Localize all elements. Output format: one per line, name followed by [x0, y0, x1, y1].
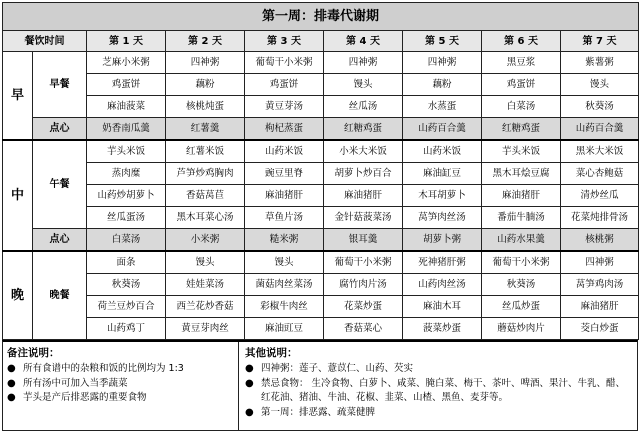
menu-cell: 馒头 — [561, 74, 639, 96]
remark-item — [7, 377, 234, 392]
menu-cell: 木耳胡萝卜 — [403, 185, 482, 207]
menu-cell: 红薯羹 — [166, 118, 245, 141]
menu-cell: 四神粥 — [561, 251, 639, 274]
menu-row — [3, 274, 639, 296]
menu-cell: 小米大米饭 — [324, 140, 403, 163]
menu-cell: 腐竹肉片汤 — [324, 274, 403, 296]
other-notes-title: 其他说明： — [245, 347, 298, 359]
menu-cell: 白菜汤 — [482, 96, 561, 118]
menu-row — [3, 296, 639, 318]
bullet-icon: ● — [245, 377, 254, 389]
remarks-panel — [3, 342, 239, 430]
menu-cell: 糙米粥 — [245, 229, 324, 252]
menu-cell: 小米粥 — [166, 229, 245, 252]
remark-text: 所有食谱中的杂粮和饭的比例均为 1:3 — [23, 363, 184, 374]
menu-cell: 黑木耳菜心汤 — [166, 207, 245, 229]
meal-time-header: 餐饮时间 — [3, 31, 87, 52]
menu-row — [3, 140, 639, 163]
notes-section — [2, 340, 638, 431]
menu-cell: 秋葵汤 — [482, 274, 561, 296]
period-label-morning: 早 — [3, 52, 33, 141]
menu-cell: 麻油猪肝 — [561, 296, 639, 318]
day-header-3: 第 3 天 — [245, 31, 324, 52]
menu-cell: 葡萄干小米粥 — [324, 251, 403, 274]
menu-cell: 山药肉丝汤 — [403, 274, 482, 296]
menu-cell: 山药米饭 — [403, 140, 482, 163]
menu-cell: 娃娃菜汤 — [166, 274, 245, 296]
menu-row — [3, 185, 639, 207]
menu-cell: 蒸肉糜 — [87, 163, 166, 185]
day-header-7: 第 7 天 — [561, 31, 639, 52]
remark-item — [7, 391, 234, 406]
menu-cell: 番茄牛腩汤 — [482, 207, 561, 229]
menu-cell: 花菜炒蛋 — [324, 296, 403, 318]
menu-cell: 芋头米饭 — [87, 140, 166, 163]
menu-cell: 馒头 — [245, 251, 324, 274]
menu-cell: 芋头米饭 — [482, 140, 561, 163]
menu-cell: 山药水果羹 — [482, 229, 561, 252]
menu-row — [3, 318, 639, 340]
menu-cell: 藕粉 — [166, 74, 245, 96]
period-label-evening: 晚 — [3, 251, 33, 340]
menu-cell: 藕粉 — [403, 74, 482, 96]
menu-cell: 鸡蛋饼 — [245, 74, 324, 96]
menu-cell: 奶香南瓜羹 — [87, 118, 166, 141]
menu-cell: 胡萝卜炒百合 — [324, 163, 403, 185]
menu-cell: 芝麻小米粥 — [87, 52, 166, 74]
menu-row — [3, 207, 639, 229]
menu-cell: 山药炒胡萝卜 — [87, 185, 166, 207]
remarks-title: 备注说明： — [7, 347, 60, 359]
menu-cell: 红薯米饭 — [166, 140, 245, 163]
menu-row — [3, 229, 639, 252]
menu-cell: 香菇菜心 — [324, 318, 403, 340]
menu-cell: 丝瓜炒蛋 — [482, 296, 561, 318]
menu-cell: 面条 — [87, 251, 166, 274]
menu-cell: 菜心杏鲍菇 — [561, 163, 639, 185]
meal-plan-document — [2, 2, 638, 431]
meal-label-breakfast: 早餐 — [33, 52, 87, 118]
menu-cell: 莴笋鸡肉汤 — [561, 274, 639, 296]
menu-cell: 紫薯粥 — [561, 52, 639, 74]
menu-cell: 水蒸蛋 — [403, 96, 482, 118]
menu-cell: 清炒丝瓜 — [561, 185, 639, 207]
menu-cell: 秋葵汤 — [561, 96, 639, 118]
menu-cell: 荷兰豆炒百合 — [87, 296, 166, 318]
menu-cell: 山药百合羹 — [561, 118, 639, 141]
remark-text: 所有汤中可加入当季蔬菜 — [23, 377, 128, 389]
other-note-text: 禁忌食物： 生冷食物、白萝卜、咸菜、腌白菜、梅干、茶叶、啤酒、果汁、牛乳、醋、红花油、猪油、牛油、花椒、韭菜、山楂、黑鱼、麦芽等。 — [261, 377, 626, 403]
day-header-1: 第 1 天 — [87, 31, 166, 52]
menu-row — [3, 251, 639, 274]
other-note-item — [245, 406, 631, 421]
meal-label-snack: 点心 — [33, 118, 87, 141]
menu-cell: 西兰花炒香菇 — [166, 296, 245, 318]
menu-cell: 胡萝卜粥 — [403, 229, 482, 252]
menu-cell: 彩椒牛肉丝 — [245, 296, 324, 318]
menu-cell: 四神粥 — [166, 52, 245, 74]
meal-label-lunch: 午餐 — [33, 140, 87, 229]
period-label-noon: 中 — [3, 140, 33, 251]
bullet-icon: ● — [245, 406, 254, 418]
bullet-icon: ● — [7, 377, 16, 389]
day-header-6: 第 6 天 — [482, 31, 561, 52]
other-note-item — [245, 377, 631, 406]
bullet-icon: ● — [7, 392, 16, 403]
menu-cell: 蘑菇炒肉片 — [482, 318, 561, 340]
bullet-icon: ● — [245, 363, 254, 374]
page-title: 第一周：排毒代谢期 — [3, 3, 639, 31]
menu-cell: 鸡蛋饼 — [482, 74, 561, 96]
day-header-2: 第 2 天 — [166, 31, 245, 52]
menu-cell: 香菇莴苣 — [166, 185, 245, 207]
menu-row — [3, 118, 639, 141]
menu-cell: 四神粥 — [403, 52, 482, 74]
menu-cell: 花菜炖排骨汤 — [561, 207, 639, 229]
menu-cell: 麻油猪肝 — [324, 185, 403, 207]
menu-cell: 葡萄干小米粥 — [482, 251, 561, 274]
other-note-item — [245, 362, 631, 377]
menu-cell: 核桃粥 — [561, 229, 639, 252]
menu-cell: 草鱼片汤 — [245, 207, 324, 229]
meal-label-snack: 点心 — [33, 229, 87, 252]
menu-cell: 菌菇肉丝菜汤 — [245, 274, 324, 296]
menu-cell: 莴笋肉丝汤 — [403, 207, 482, 229]
menu-cell: 麻油豇豆 — [245, 318, 324, 340]
menu-cell: 茭白炒蛋 — [561, 318, 639, 340]
menu-cell: 红糖鸡蛋 — [324, 118, 403, 141]
menu-row — [3, 52, 639, 74]
day-header-4: 第 4 天 — [324, 31, 403, 52]
other-note-text: 第一周：排恶露、疏菜健脾 — [261, 406, 376, 418]
menu-cell: 白菜汤 — [87, 229, 166, 252]
day-header-5: 第 5 天 — [403, 31, 482, 52]
menu-cell: 麻油猪肝 — [482, 185, 561, 207]
menu-cell: 馒头 — [324, 74, 403, 96]
menu-cell: 黄豆芽汤 — [245, 96, 324, 118]
menu-cell: 四神粥 — [324, 52, 403, 74]
menu-cell: 秋葵汤 — [87, 274, 166, 296]
menu-cell: 金针菇菠菜汤 — [324, 207, 403, 229]
menu-cell: 枸杞蒸蛋 — [245, 118, 324, 141]
menu-cell: 黑米大米饭 — [561, 140, 639, 163]
menu-cell: 麻油木耳 — [403, 296, 482, 318]
menu-cell: 山药百合羹 — [403, 118, 482, 141]
menu-cell: 丝瓜汤 — [324, 96, 403, 118]
remark-text: 芋头是产后排恶露的重要食物 — [23, 392, 147, 403]
menu-row — [3, 163, 639, 185]
menu-cell: 红糖鸡蛋 — [482, 118, 561, 141]
menu-cell: 黑豆浆 — [482, 52, 561, 74]
menu-cell: 核桃炖蛋 — [166, 96, 245, 118]
bullet-icon: ● — [7, 363, 16, 374]
menu-cell: 山药鸡丁 — [87, 318, 166, 340]
menu-cell: 丝瓜蛋汤 — [87, 207, 166, 229]
meal-plan-table — [2, 2, 639, 340]
menu-cell: 黄豆芽肉丝 — [166, 318, 245, 340]
menu-cell: 芦笋炒鸡胸肉 — [166, 163, 245, 185]
menu-cell: 麻油菠菜 — [87, 96, 166, 118]
other-note-text: 四神粥：莲子、薏苡仁、山药、芡实 — [261, 363, 414, 374]
menu-cell: 馒头 — [166, 251, 245, 274]
menu-cell: 葡萄干小米粥 — [245, 52, 324, 74]
menu-cell: 鸡蛋饼 — [87, 74, 166, 96]
menu-cell: 山药米饭 — [245, 140, 324, 163]
other-notes-panel — [239, 342, 637, 430]
menu-row — [3, 74, 639, 96]
menu-cell: 菠菜炒蛋 — [403, 318, 482, 340]
remark-item — [7, 362, 234, 377]
menu-cell: 黑木耳烩豆腐 — [482, 163, 561, 185]
menu-cell: 麻油猪肝 — [245, 185, 324, 207]
menu-row — [3, 96, 639, 118]
menu-cell: 豌豆里脊 — [245, 163, 324, 185]
menu-cell: 麻油缸豆 — [403, 163, 482, 185]
menu-cell: 死神猪肝粥 — [403, 251, 482, 274]
meal-label-dinner: 晚餐 — [33, 251, 87, 340]
menu-cell: 银耳羹 — [324, 229, 403, 252]
